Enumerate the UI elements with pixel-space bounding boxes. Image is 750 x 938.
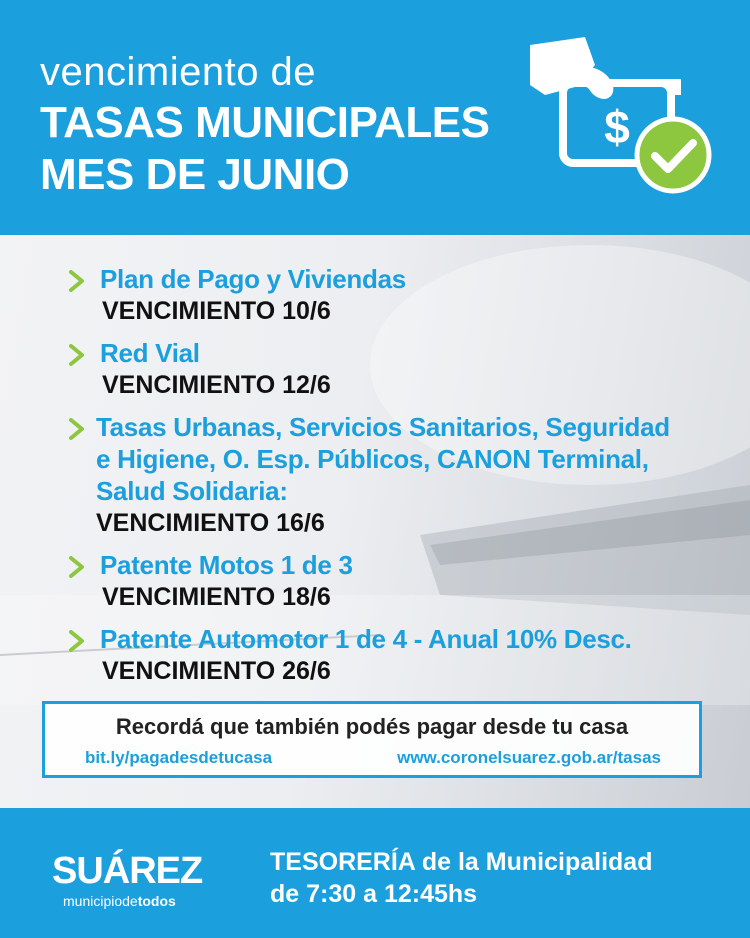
item-title: Plan de Pago y Viviendas xyxy=(100,264,406,294)
item-title-line: e Higiene, O. Esp. Públicos, CANON Terminal, xyxy=(96,444,649,474)
footer-office: TESORERÍA de la Municipalidad xyxy=(270,848,653,876)
logo-tagline-a: municipio xyxy=(63,893,123,909)
item-due-date: VENCIMIENTO 10/6 xyxy=(102,297,331,325)
svg-text:$: $ xyxy=(604,101,630,153)
header-subtitle: vencimiento de xyxy=(40,50,317,94)
list-item xyxy=(68,263,738,327)
chevron-right-icon xyxy=(68,344,86,366)
chevron-right-icon xyxy=(68,270,86,292)
item-title-line: Salud Solidaria: xyxy=(96,476,288,506)
online-payment-notice xyxy=(42,701,702,778)
item-due-date: VENCIMIENTO 26/6 xyxy=(102,657,331,685)
item-title: Red Vial xyxy=(100,338,200,368)
list-item xyxy=(68,549,738,613)
item-due-date: VENCIMIENTO 12/6 xyxy=(102,371,331,399)
item-due-date: VENCIMIENTO 18/6 xyxy=(102,583,331,611)
due-dates-list xyxy=(68,263,738,697)
item-title: Patente Automotor 1 de 4 - Anual 10% Desc. xyxy=(100,624,632,654)
item-title: Patente Motos 1 de 3 xyxy=(100,550,353,580)
municipality-logo: SUÁREZ xyxy=(52,850,203,892)
notice-text: Recordá que también podés pagar desde tu casa xyxy=(115,714,629,739)
item-title-line: Tasas Urbanas, Servicios Sanitarios, Seguridad xyxy=(96,412,670,442)
list-item xyxy=(68,411,738,539)
header-title-line2: MES DE JUNIO xyxy=(40,150,350,199)
header-banner xyxy=(0,0,750,235)
chevron-right-icon xyxy=(68,556,86,578)
footer-hours: de 7:30 a 12:45hs xyxy=(270,880,478,908)
chevron-right-icon xyxy=(68,630,86,652)
chevron-right-icon xyxy=(68,418,86,440)
check-circle-icon xyxy=(637,119,709,191)
list-item xyxy=(68,623,738,687)
item-due-date: VENCIMIENTO 16/6 xyxy=(96,509,325,537)
list-item xyxy=(68,337,738,401)
logo-tagline xyxy=(63,893,176,909)
header-title-line1: TASAS MUNICIPALES xyxy=(40,98,490,147)
hand-paying-card-icon xyxy=(525,35,725,205)
footer-banner xyxy=(0,808,750,938)
notice-link-website[interactable]: www.coronelsuarez.gob.ar/tasas xyxy=(397,748,661,767)
content-area xyxy=(0,235,750,808)
logo-tagline-b: de xyxy=(122,893,138,909)
logo-tagline-c: todos xyxy=(137,893,176,909)
notice-link-short[interactable]: bit.ly/pagadesdetucasa xyxy=(85,748,273,767)
